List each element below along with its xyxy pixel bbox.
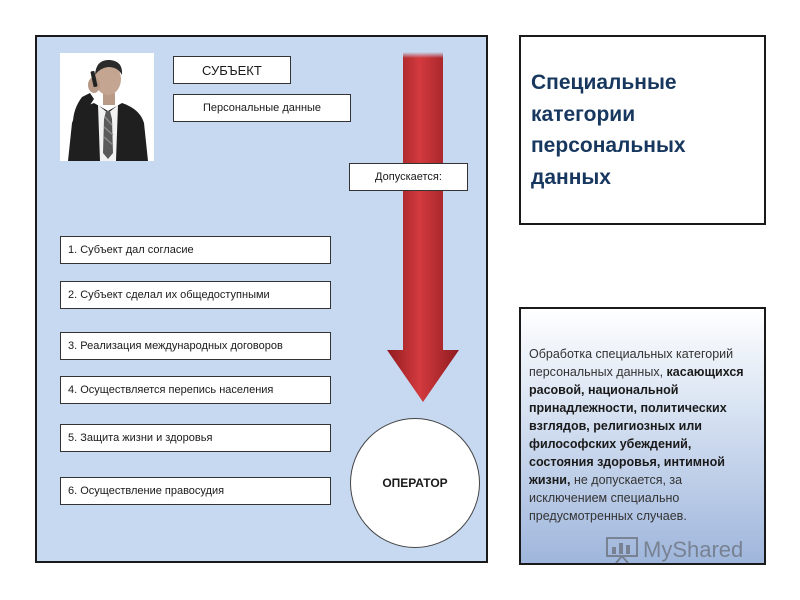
page-title: [531, 67, 686, 193]
condition-item: 1. Субъект дал согласие: [60, 236, 331, 264]
description-panel: [519, 307, 766, 565]
title-panel: [519, 35, 766, 225]
allowed-box: Допускается:: [349, 163, 468, 191]
condition-item: 3. Реализация международных договоров: [60, 332, 331, 360]
title-line: Специальные: [531, 71, 677, 94]
description-outro: не допускается, за исключением специально предусмотренных случаев.: [529, 473, 687, 523]
watermark: [605, 536, 743, 564]
title-line: категории: [531, 102, 636, 126]
businessman-photo: [60, 53, 154, 161]
title-line: персональных: [531, 134, 686, 157]
description-bold: касающихся расовой, национальной принадлежности, политических взглядов, религиозных или философских убеждений, состояния здоровья, интимной жизни,: [529, 365, 744, 487]
title-line: данных: [531, 165, 611, 189]
description-intro: Обработка специальных категорий персональных данных,: [529, 347, 734, 379]
condition-item: 4. Осуществляется перепись населения: [60, 376, 331, 404]
operator-circle: ОПЕРАТОР: [350, 418, 480, 548]
subject-box: СУБЪЕКТ: [173, 56, 291, 84]
condition-item: 5. Защита жизни и здоровья: [60, 424, 331, 452]
condition-item: 6. Осуществление правосудия: [60, 477, 331, 505]
description-text: [529, 345, 756, 525]
personal-data-box: Персональные данные: [173, 94, 351, 122]
watermark-text: MyShared: [643, 537, 744, 562]
flow-arrow: [385, 52, 469, 404]
presentation-icon: [605, 536, 639, 564]
condition-item: 2. Субъект сделал их общедоступными: [60, 281, 331, 309]
